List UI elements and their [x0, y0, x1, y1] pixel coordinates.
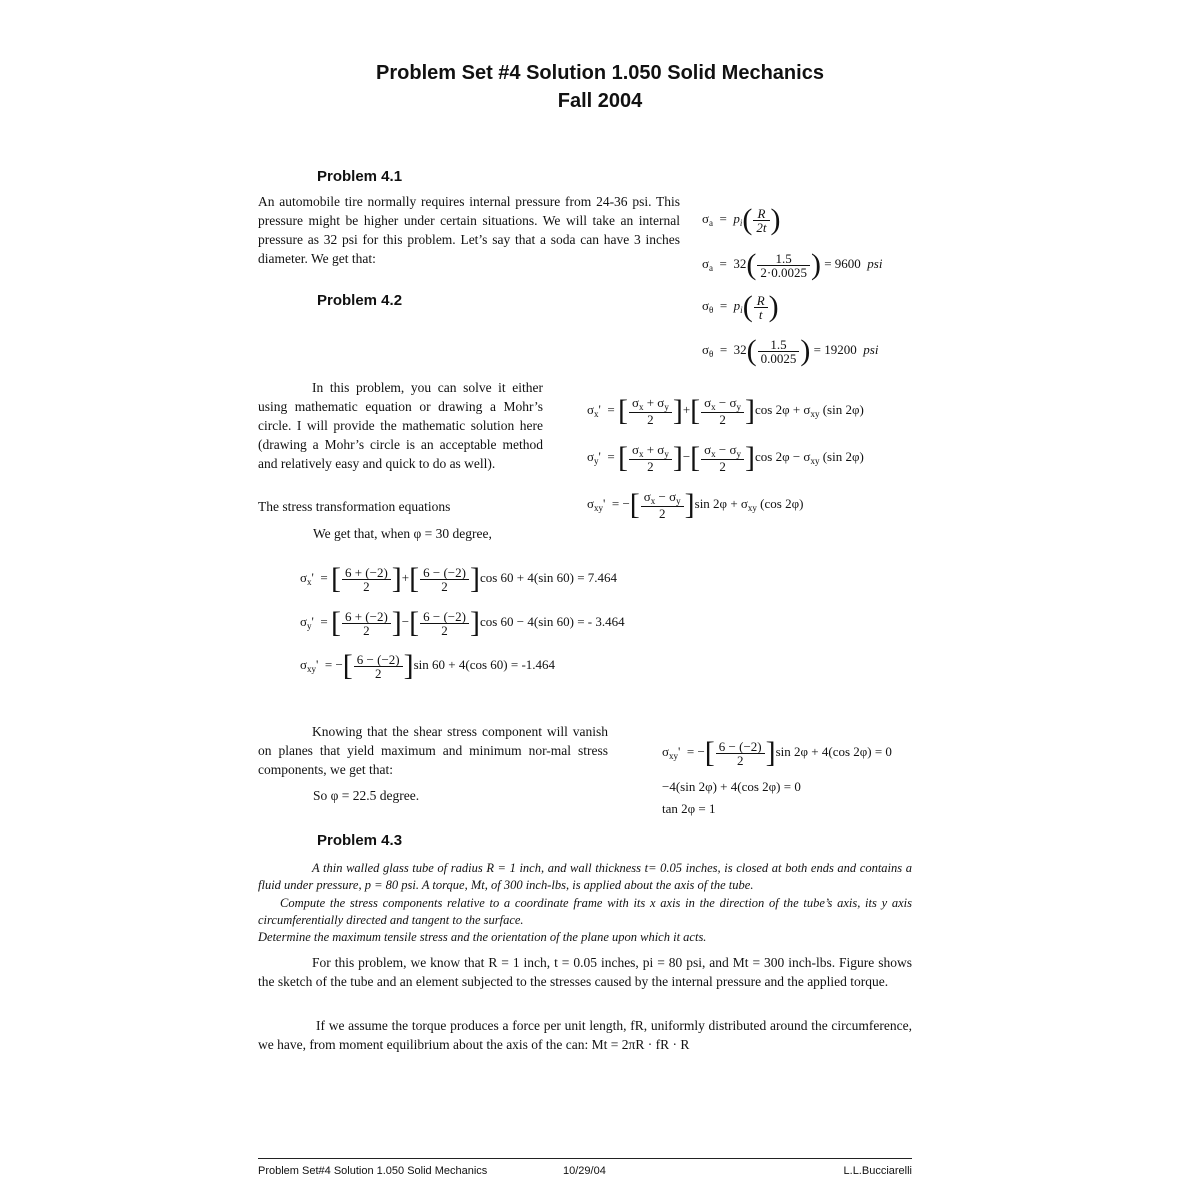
- eq-sigma-theta-value: $\sigma_\theta = 32$( $\frac{1.5}{0.0025}$ ) = 19200 psi: [702, 334, 879, 367]
- eq-result-sigma-y: $\sigma_y'$ = [ $\frac{6 + (-2)}{2}$ ]−[ $\frac{6 - (-2)}{2}$ ]cos 60 − 4(sin 60) = - 3.464: [300, 606, 625, 639]
- problem-4-2-heading: Problem 4.2: [317, 292, 403, 309]
- footer-left: Problem Set#4 Solution 1.050 Solid Mechanics: [258, 1165, 488, 1177]
- footer-date: 10/29/04: [563, 1165, 606, 1177]
- problem-4-1-text: An automobile tire normally requires internal pressure from 24-36 psi. This pressure might be higher under certain situations. We will take an internal pressure as 32 psi for this problem. Let’s say that a soda can have 3 inches diameter. We get that:: [258, 194, 680, 266]
- problem-4-3-compute: Compute the stress components relative to a coordinate frame with its x axis in the direction of the tube’s axis, its y axis circumferentially directed and tangent to the surface.: [258, 896, 912, 927]
- eq-tan-2phi: tan 2φ = 1: [662, 801, 716, 816]
- eq-shear-simplified: −4(sin 2φ) + 4(cos 2φ) = 0: [662, 779, 801, 794]
- eq-sigma-theta-formula: $\sigma_\theta = p_i$( $\frac{R}{t}$ ): [702, 290, 779, 323]
- problem-4-3-torque: If we assume the torque produces a force per unit length, fR, uniformly distributed around the circumference, we have, from moment equilibrium about the axis of the can: Mt = 2πR · fR · R: [258, 1018, 912, 1052]
- eq-result-sigma-x: $\sigma_x'$ = [ $\frac{6 + (-2)}{2}$ ]+[ $\frac{6 - (-2)}{2}$ ]cos 60 + 4(sin 60) = 7.464: [300, 562, 618, 595]
- result-sigma-y-value: = - 3.464: [577, 613, 625, 629]
- eq-sigma-xy-prime: $\sigma_{xy}'$ = −[ $\frac{\sigma_x - \sigma_y}{2}$ ]sin $2\varphi + \sigma_{xy}$ (cos 2φ): [587, 488, 804, 521]
- eq-result-sigma-xy: $\sigma_{xy}'$ = −[ $\frac{6 - (-2)}{2}$ ]sin 60 + 4(cos 60) = -1.464: [300, 649, 556, 682]
- result-sigma-xy-value: = -1.464: [510, 656, 556, 672]
- phi-30-label: We get that, when φ = 30 degree,: [313, 526, 492, 541]
- eq-sigma-a-formula: $\sigma_a = p_i$( $\frac{R}{2t}$ ): [702, 203, 781, 236]
- footer-rule: [258, 1158, 912, 1159]
- eq-sigma-a-value: $\sigma_a = 32$( $\frac{1.5}{2\cdot 0.0025}$ ) = 9600 psi: [702, 248, 883, 281]
- problem-4-3-heading: Problem 4.3: [317, 832, 403, 849]
- problem-4-2-text: In this problem, you can solve it either using mathematic equation or drawing a Mohr’s circle. I will provide the mathematic solution here (drawing a Mohr’s circle is an acceptable method and relatively easy and quick to do as well).: [258, 380, 543, 471]
- page-title: Problem Set #4 Solution 1.050 Solid Mechanics: [376, 62, 824, 84]
- eq-sigma-y-prime: $\sigma_y'$ = [ $\frac{\sigma_x + \sigma_y}{2}$ ]−[ $\frac{\sigma_x - \sigma_y}{2}$ ]cos $2\varphi - \sigma_{xy}$ (sin 2φ): [587, 441, 864, 474]
- eq-shear-zero: $\sigma_{xy}'$ = −[ $\frac{6 - (-2)}{2}$ ]sin 2φ + 4(cos 2φ) = 0: [662, 736, 892, 769]
- page-subtitle: Fall 2004: [557, 90, 643, 112]
- problem-4-3-statement: A thin walled glass tube of radius R = 1 inch, and wall thickness t= 0.05 inches, is closed at both ends and contains a fluid under pressure, p = 80 psi. A torque, Mt, of 300 inch-lbs, is applied about the axis of the tube.: [258, 861, 912, 892]
- stress-transformation-label: The stress transformation equations: [258, 499, 451, 514]
- footer-author: L.L.Bucciarelli: [843, 1165, 912, 1177]
- problem-4-1-heading: Problem 4.1: [317, 168, 403, 185]
- problem-4-3-given: For this problem, we know that R = 1 inch, t = 0.05 inches, pi = 80 psi, and Mt = 300 inch-lbs. Figure shows the sketch of the tube and an element subjected to the stresses caused by the internal pressure and the applied torque.: [258, 955, 912, 989]
- eq-sigma-x-prime: $\sigma_x'$ = [ $\frac{\sigma_x + \sigma_y}{2}$ ]+[ $\frac{\sigma_x - \sigma_y}{2}$ ]cos $2\varphi + \sigma_{xy}$ (sin 2φ): [587, 394, 864, 427]
- result-sigma-x-value: = 7.464: [577, 569, 618, 585]
- problem-4-3-determine: Determine the maximum tensile stress and the orientation of the plane upon which it acts.: [258, 930, 707, 944]
- shear-vanish-text: Knowing that the shear stress component will vanish on planes that yield maximum and minimum nor-mal stress components, we get that:: [258, 724, 608, 777]
- phi-result-text: So φ = 22.5 degree.: [313, 788, 420, 803]
